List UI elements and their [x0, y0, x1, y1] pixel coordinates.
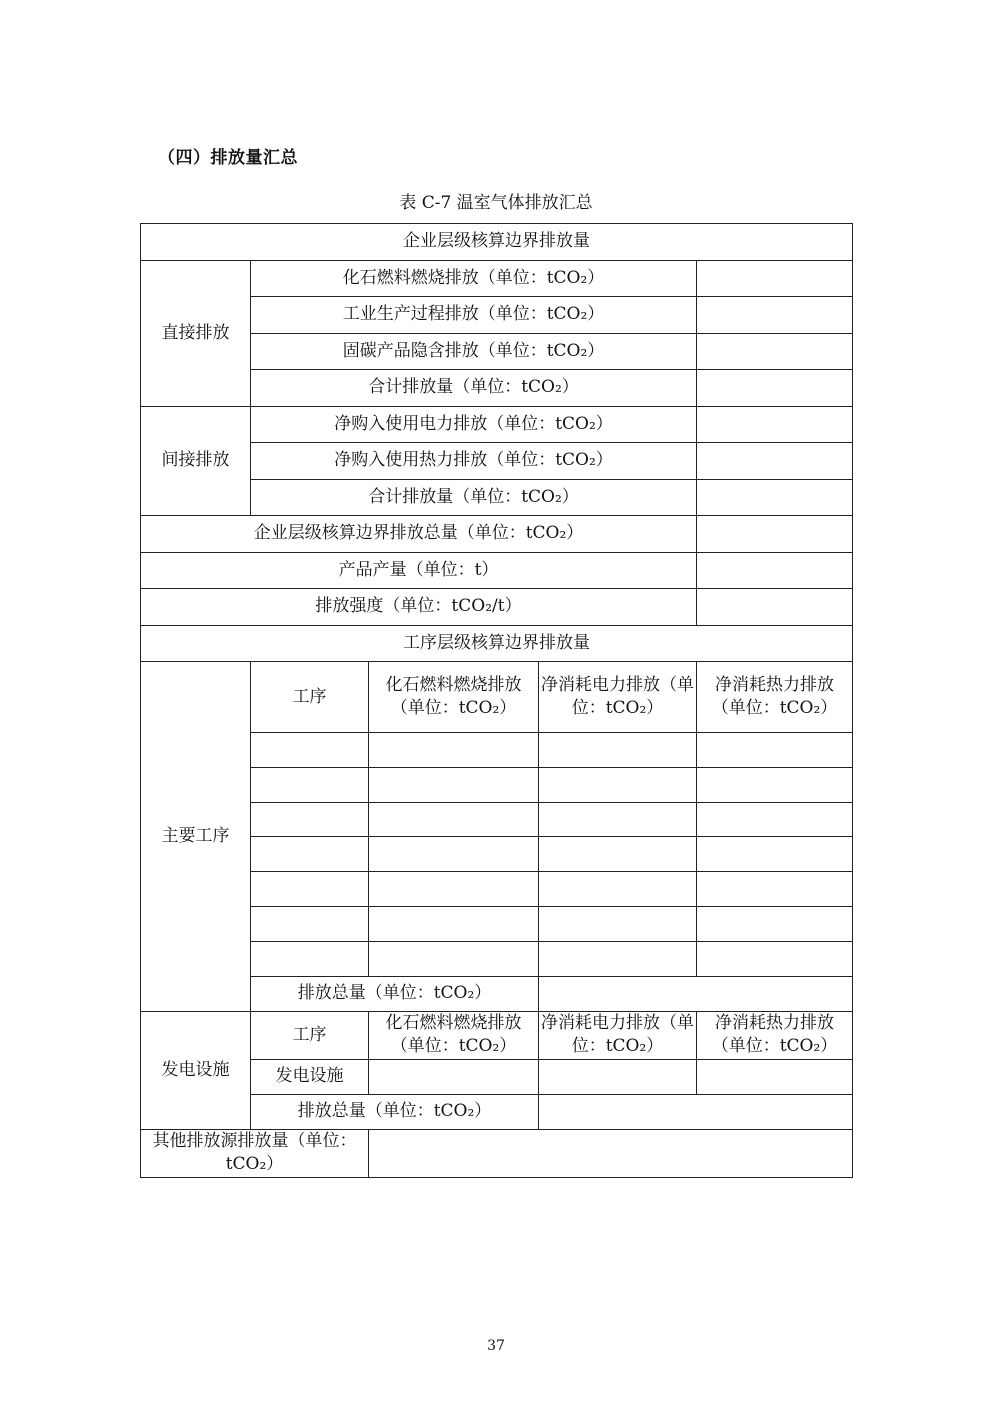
column-header: 净消耗电力排放（单位：tCO₂） — [539, 1011, 697, 1059]
column-header: 化石燃料燃烧排放（单位：tCO₂） — [369, 1011, 539, 1059]
other-sources-label: 其他排放源排放量（单位：tCO₂） — [141, 1129, 369, 1177]
value-cell[interactable] — [697, 260, 853, 297]
row-label: 净购入使用电力排放（单位：tCO₂） — [251, 406, 697, 443]
value-cell[interactable] — [697, 589, 853, 626]
data-cell[interactable] — [539, 733, 697, 768]
row-label: 固碳产品隐含排放（单位：tCO₂） — [251, 333, 697, 370]
column-header: 净消耗热力排放（单位：tCO₂） — [697, 1011, 853, 1059]
table-caption: 表 C-7 温室气体排放汇总 — [399, 193, 593, 213]
data-cell[interactable] — [369, 906, 539, 941]
main-process-label: 主要工序 — [141, 662, 251, 1012]
emission-intensity-label: 排放强度（单位：tCO₂/t） — [141, 589, 697, 626]
column-header: 化石燃料燃烧排放（单位：tCO₂） — [369, 662, 539, 733]
data-cell[interactable] — [251, 837, 369, 872]
main-process-total-label: 排放总量（单位：tCO₂） — [251, 976, 539, 1011]
value-cell[interactable] — [697, 443, 853, 480]
data-cell[interactable] — [697, 767, 853, 802]
table-row — [141, 406, 853, 443]
process-title-row — [141, 625, 853, 662]
table-row — [141, 260, 853, 297]
value-cell[interactable] — [697, 333, 853, 370]
value-cell[interactable] — [697, 297, 853, 334]
data-cell[interactable] — [539, 906, 697, 941]
value-cell[interactable] — [697, 552, 853, 589]
data-cell[interactable] — [369, 872, 539, 907]
data-cell[interactable] — [251, 802, 369, 837]
column-header: 净消耗热力排放（单位：tCO₂） — [697, 662, 853, 733]
data-cell[interactable] — [697, 837, 853, 872]
row-label: 合计排放量（单位：tCO₂） — [251, 370, 697, 407]
table-row — [141, 516, 853, 553]
page-number: 37 — [487, 1338, 505, 1354]
data-cell[interactable] — [369, 802, 539, 837]
power-facility-label: 发电设施 — [141, 1011, 251, 1129]
data-cell[interactable] — [697, 872, 853, 907]
data-cell[interactable] — [251, 906, 369, 941]
data-cell[interactable] — [697, 906, 853, 941]
value-cell[interactable] — [539, 1094, 853, 1129]
process-title: 工序层级核算边界排放量 — [141, 625, 853, 662]
row-label: 化石燃料燃烧排放（单位：tCO₂） — [251, 260, 697, 297]
data-cell[interactable] — [251, 733, 369, 768]
enterprise-title-row — [141, 224, 853, 261]
power-facility-row-label: 发电设施 — [251, 1059, 369, 1094]
data-cell[interactable] — [251, 941, 369, 976]
data-cell[interactable] — [369, 941, 539, 976]
value-cell[interactable] — [697, 516, 853, 553]
data-cell[interactable] — [539, 802, 697, 837]
value-cell[interactable] — [369, 1129, 853, 1177]
product-output-label: 产品产量（单位：t） — [141, 552, 697, 589]
section-heading: （四）排放量汇总 — [158, 148, 298, 168]
data-cell[interactable] — [539, 941, 697, 976]
data-cell[interactable] — [251, 767, 369, 802]
data-cell[interactable] — [697, 1059, 853, 1094]
row-label: 合计排放量（单位：tCO₂） — [251, 479, 697, 516]
value-cell[interactable] — [697, 479, 853, 516]
power-header-row — [141, 1011, 853, 1059]
data-cell[interactable] — [539, 767, 697, 802]
data-cell[interactable] — [697, 733, 853, 768]
table-row — [141, 589, 853, 626]
data-cell[interactable] — [539, 1059, 697, 1094]
power-total-label: 排放总量（单位：tCO₂） — [251, 1094, 539, 1129]
column-header: 工序 — [251, 1011, 369, 1059]
direct-emission-label: 直接排放 — [141, 260, 251, 406]
emission-summary-table — [140, 223, 853, 1178]
data-cell[interactable] — [251, 872, 369, 907]
enterprise-total-label: 企业层级核算边界排放总量（单位：tCO₂） — [141, 516, 697, 553]
data-cell[interactable] — [539, 872, 697, 907]
column-header: 工序 — [251, 662, 369, 733]
value-cell[interactable] — [697, 370, 853, 407]
main-process-header-row — [141, 662, 853, 733]
indirect-emission-label: 间接排放 — [141, 406, 251, 516]
value-cell[interactable] — [697, 406, 853, 443]
column-header: 净消耗电力排放（单位：tCO₂） — [539, 662, 697, 733]
row-label: 净购入使用热力排放（单位：tCO₂） — [251, 443, 697, 480]
data-cell[interactable] — [369, 767, 539, 802]
other-sources-row — [141, 1129, 853, 1177]
row-label: 工业生产过程排放（单位：tCO₂） — [251, 297, 697, 334]
data-cell[interactable] — [539, 837, 697, 872]
data-cell[interactable] — [697, 941, 853, 976]
data-cell[interactable] — [697, 802, 853, 837]
data-cell[interactable] — [369, 733, 539, 768]
data-cell[interactable] — [369, 837, 539, 872]
enterprise-title: 企业层级核算边界排放量 — [141, 224, 853, 261]
table-row — [141, 552, 853, 589]
data-cell[interactable] — [369, 1059, 539, 1094]
value-cell[interactable] — [539, 976, 853, 1011]
